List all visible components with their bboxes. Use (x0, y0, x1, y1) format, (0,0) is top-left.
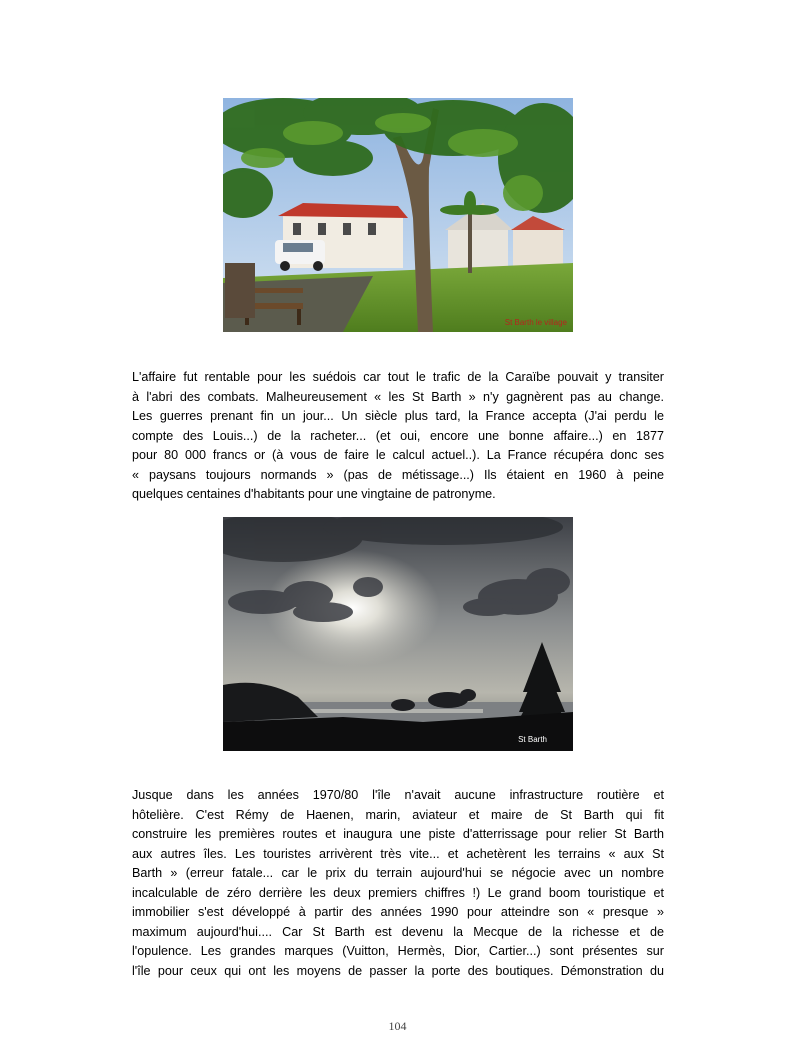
text-line: immobilier s'est développé à partir des années 1990 pour atteindre son « presque » (132, 905, 664, 919)
page-number: 104 (388, 1019, 407, 1033)
sunset-photo-caption: St Barth (518, 735, 547, 744)
sunset-photo-image (223, 517, 573, 751)
text-line: compte des Louis...) de la racheter... (et oui, encore une bonne affaire...) en 1877 (132, 428, 664, 443)
text-line: aux autres îles. Les touristes arrivèrent très vite... et achetèrent les terrains « aux St (132, 846, 664, 861)
paragraph-history (132, 368, 664, 505)
text-line: hôtelière. C'est Rémy de Haenen, marin, aviateur et maire de St Barth qui fit (132, 807, 664, 822)
text-line: Jusque dans les années 1970/80 l'île n'avait aucune infrastructure routière et (132, 788, 664, 802)
text-line: construire les premières routes et inaugura une piste d'atterrissage pour relier St Barth (132, 827, 664, 841)
text-line: à l'abri des combats. Malheureusement « les St Barth » n'y gagnèrent pas au change. (132, 389, 664, 404)
text-line: maximum aujourd'hui.... Car St Barth est devenu la Mecque de la richesse et de (132, 924, 664, 939)
text-line: l'île pour ceux qui ont les moyens de passer la porte des boutiques. Démonstration du (132, 963, 664, 978)
sunset-photo (223, 517, 573, 751)
text-line: l'opulence. Les grandes marques (Vuitton, Hermès, Dior, Cartier...) sont présentes sur (132, 944, 664, 958)
paragraph-tourism (132, 786, 664, 981)
village-photo (223, 98, 573, 332)
text-line: pour 80 000 francs or (à vous de faire le calcul actuel..). La France récupéra donc ses (132, 448, 664, 462)
text-line: Les guerres prenant fin un jour... Un siècle plus tard, la France accepta (J'ai perdu le (132, 409, 664, 423)
village-photo-caption: St Barth le village (504, 318, 567, 327)
text-line: « paysans toujours normands » (pas de métissage...) Ils étaient en 1960 à peine (132, 467, 664, 482)
text-line: quelques centaines d'habitants pour une vingtaine de patronyme. (132, 487, 496, 501)
text-line: L'affaire fut rentable pour les suédois car tout le trafic de la Caraïbe pouvait y transiter (132, 370, 664, 384)
text-line: Barth » (erreur fatale... car le prix du terrain aujourd'hui se négocie avec un nombre (132, 866, 664, 880)
village-photo-image (223, 98, 573, 332)
text-line: incalculable de zéro derrière les deux premiers chiffres !) Le grand boom touristique et (132, 885, 664, 900)
